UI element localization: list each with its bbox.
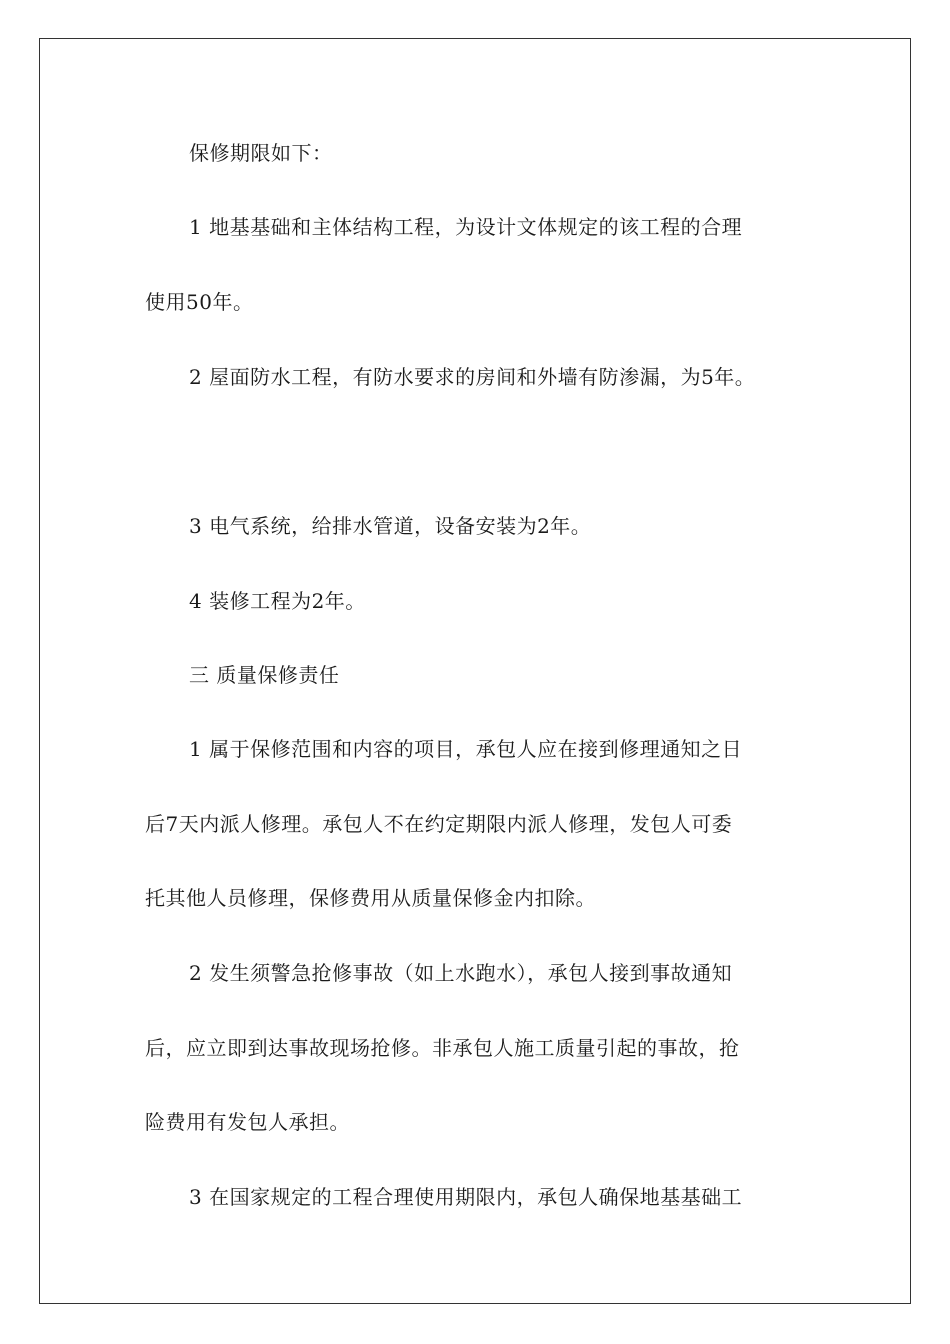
text-line-item-3-electrical: 3 电气系统，给排水管道，设备安装为2年。 <box>189 514 592 538</box>
text-line-responsibility-2-cont-b: 险费用有发包人承担。 <box>145 1110 350 1134</box>
text-line-responsibility-3: 3 在国家规定的工程合理使用期限内，承包人确保地基基础工 <box>189 1185 743 1209</box>
text-line-responsibility-1: 1 属于保修范围和内容的项目，承包人应在接到修理通知之日 <box>189 737 743 761</box>
text-line-item-4-decoration: 4 装修工程为2年。 <box>189 589 366 613</box>
text-line-responsibility-2: 2 发生须警急抢修事故（如上水跑水），承包人接到事故通知 <box>189 961 733 985</box>
text-line-item-1-continuation: 使用50年。 <box>145 290 254 314</box>
section-heading-quality-warranty: 三 质量保修责任 <box>189 663 340 687</box>
text-line-item-1-foundation: 1 地基基础和主体结构工程，为设计文体规定的该工程的合理 <box>189 215 743 239</box>
text-line-item-2-waterproofing: 2 屋面防水工程，有防水要求的房间和外墙有防渗漏，为5年。 <box>189 365 756 389</box>
text-line-warranty-period-intro: 保修期限如下： <box>189 141 333 165</box>
text-line-responsibility-2-cont-a: 后，应立即到达事故现场抢修。非承包人施工质量引起的事故，抢 <box>145 1036 740 1060</box>
text-line-responsibility-1-cont-a: 后7天内派人修理。承包人不在约定期限内派人修理，发包人可委 <box>145 812 733 836</box>
text-line-responsibility-1-cont-b: 托其他人员修理，保修费用从质量保修金内扣除。 <box>145 886 596 910</box>
